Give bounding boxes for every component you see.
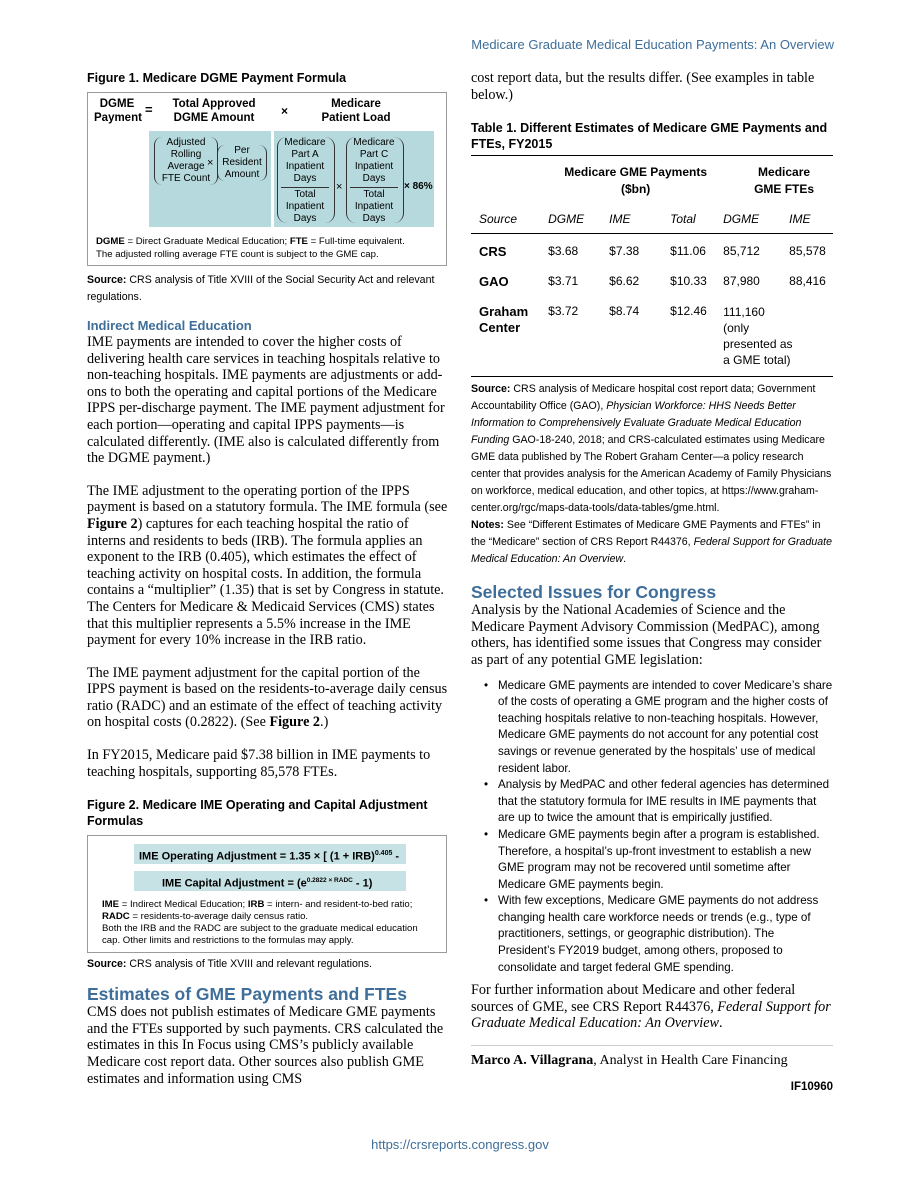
fig2-operating-formula: IME Operating Adjustment = 1.35 × [ (1 + IRB)$^{0.405}$ - <box>134 844 406 864</box>
fig1-legend-line1: DGME = Direct Graduate Medical Education; FTE = Full-time equivalent. <box>96 236 405 247</box>
ime-paragraph-3: The IME payment adjustment for the capital portion of the IPPS payment is based on the residents-to-average daily census ratio (RADC) and an estimate of the effect of teaching activity on hospital costs (0.2822). (See Figure 2.) <box>87 664 448 731</box>
ime-paragraph-1: IME payments are intended to cover the higher costs of delivering health care services in teaching hospitals relative to non-teaching hospitals. IME payments are adjustments or add-ons to both the operating and capital portions of the Medicare IPPS per-discharge payment. The IME payment adjustment for each portion—operating and capital IPPS payments—is calculated differently. (IME also is calculated differently from the DGME payment.) <box>87 334 445 467</box>
table1-group-ftes: Medicare GME FTEs <box>754 165 815 197</box>
fig1-part-a-inpatient: Medicare Part A Inpatient Days <box>284 137 326 184</box>
right-column <box>471 70 833 1093</box>
ime-heading: Indirect Medical Education <box>87 318 252 333</box>
fig1-plus-sign: × <box>336 181 343 193</box>
list-item: • Analysis by MedPAC and other federal agencies has determined that the statutory formula for IME results in IME payments that are up to twice the amount that is empirically justified. <box>471 777 833 827</box>
table1-col-source: Source <box>479 212 518 227</box>
fig1-total-approved: Total Approved DGME Amount <box>172 98 256 124</box>
table1-col-ime: IME <box>609 212 631 227</box>
estimates-heading: Estimates of GME Payments and FTEs <box>87 984 407 1005</box>
fig1-per-resident: Per Resident Amount <box>217 145 267 181</box>
ime-paragraph-4: In FY2015, Medicare paid $7.38 billion in IME payments to teaching hospitals, supporting 85,578 FTEs. <box>87 747 431 780</box>
ime-paragraph-2: The IME adjustment to the operating portion of the IPPS payment is based on a statutory formula. The IME formula (see Figure 2) captures for each teaching hospital the ratio of interns and residents to beds (IRB). The formula applies an exponent to the IRB (0.405), which estimates the effect of teaching activity on hospital costs. In addition, the formula contains a “multiplier” (1.35) that is set by Congress in statute. The Centers for Medicare & Medicaid Services (CMS) states that this multiplier represents a 5.5% increase in the IME payment for every 10% increase in the IRB ratio. <box>87 482 448 649</box>
list-item: • Medicare GME payments are intended to cover Medicare’s share of the costs of operating a GME program and the higher costs of teaching hospitals relative to non-teaching hospitals. However, Medicare GME payments do not account for any potential cost savings or revenue generated by the hospitals’ use of medical resident labor. <box>471 678 833 778</box>
report-id: IF10960 <box>790 1081 833 1094</box>
fig1-adjusted-rolling: Adjusted Rolling Average FTE Count <box>154 137 218 185</box>
fig1-medicare-patient-load: Medicare Patient Load <box>321 98 391 124</box>
author-line: Marco A. Villagrana, Analyst in Health Care Financing <box>471 1053 788 1069</box>
table1-source: Source: CRS analysis of Medicare hospital cost report data; Government Accountability Office (GAO), Physician Workforce: HHS Needs Better Information to Comprehensively Evaluate Graduate Medical Education Funding GAO-18-240, 2018; and CRS-calculated estimates using Medicare GME data published by The Robert Graham Center—a policy research center that provides analysis for the American Academy of Family Physicians on workforce, medical education, and other topics, at https://www.graham-center.org/rgc/maps-data-tools/data-tables/gme.html. <box>471 383 832 515</box>
table1-col-dgme: DGME <box>548 212 585 227</box>
table1-group-header <box>471 156 833 199</box>
figure1-diagram <box>87 92 447 266</box>
table1-group-payments: Medicare GME Payments ($bn) <box>564 165 707 197</box>
author-divider <box>471 1045 833 1046</box>
issues-list <box>471 678 833 977</box>
fig1-legend <box>96 236 441 261</box>
table1-notes: Notes: See “Different Estimates of Medicare GME Payments and FTEs” in the “Medicare” section of CRS Report R44376, Federal Support for Graduate Medical Education: An Overview. <box>471 519 832 566</box>
table1-col-total: Total <box>670 212 696 227</box>
fig2-legend-line3: Both the IRB and the RADC are subject to the graduate medical education cap. Other limits and restrictions to the formulas may apply. <box>102 923 418 947</box>
fig1-bracket-a <box>277 137 335 223</box>
table1 <box>471 155 833 377</box>
figure2-diagram <box>87 835 447 953</box>
fig1-legend-line2: The adjusted rolling average FTE count is subject to the GME cap. <box>96 248 379 260</box>
table-row: GAO $3.71 $6.62 $10.33 87,980 88,416 <box>479 274 826 290</box>
table1-column-header <box>471 198 833 234</box>
table1-col-fte-dgme: DGME <box>723 212 760 227</box>
table1-col-fte-ime: IME <box>789 212 811 227</box>
fig1-times-main: × <box>281 104 289 118</box>
running-header: Medicare Graduate Medical Education Payments: An Overview <box>471 37 834 52</box>
estimates-paragraph-continued: cost report data, but the results differ. (See examples in table below.) <box>471 70 815 103</box>
fig1-times-86: × 86% <box>404 181 433 192</box>
fig1-bracket-c <box>346 137 404 223</box>
footer-url[interactable]: https://crsreports.congress.gov <box>371 1137 549 1152</box>
issues-heading: Selected Issues for Congress <box>471 582 717 603</box>
figure1-source: Source: CRS analysis of Title XVIII of the Social Security Act and relevant regulations. <box>87 274 435 303</box>
table-row: Graham Center $3.72 $8.74 $12.46 111,160 (only presented as a GME total) <box>471 297 833 377</box>
fig1-equals: = <box>145 102 153 117</box>
fig1-part-c-total: Total Inpatient Days <box>354 189 394 224</box>
estimates-paragraph: CMS does not publish estimates of Medicare GME payments and the FTEs supported by such payments. CRS calculated the estimates in this In Focus using CMS’s publicly available Medicare cost report data. Other sources also publish GME estimates and information using CMS <box>87 1004 444 1087</box>
fig1-times-inner: × <box>207 157 214 169</box>
list-item: • Medicare GME payments begin after a program is established. Therefore, a hospital’s up-front investment to establish a new GME program may not be recovered until sometime after Medicare GME payments begin. <box>471 827 833 893</box>
fig2-legend-line2: RADC = residents-to-average daily census ratio. <box>102 911 309 923</box>
figure2-title: Figure 2. Medicare IME Operating and Capital Adjustment Formulas <box>87 798 428 829</box>
fig2-capital-formula: IME Capital Adjustment = $(e^{0.2822 \times RADC} - 1)$ <box>134 871 406 891</box>
fig1-part-a-total: Total Inpatient Days <box>285 189 325 224</box>
further-info-paragraph: For further information about Medicare and other federal sources of GME, see CRS Report R44376, Federal Support for Graduate Medical Education: An Overview. <box>471 982 831 1032</box>
issues-paragraph: Analysis by the National Academies of Science and the Medicare Payment Advisory Commission (MedPAC), among others, has identified some issues that Congress may consider as part of any potential GME legislation: <box>471 602 822 668</box>
list-item: • With few exceptions, Medicare GME payments do not address changing health care workforce needs or trends (e.g., type of practitioners, settings, or geographic distribution). The President’s FY2019 budget, among others, proposed to consolidate and target federal GME spending. <box>471 893 833 976</box>
fig2-legend-line1: IME = Indirect Medical Education; IRB = intern- and resident-to-bed ratio; <box>102 899 413 911</box>
fig2-legend <box>102 899 438 947</box>
fig1-part-c-inpatient: Medicare Part C Inpatient Days <box>353 137 395 184</box>
figure2-source: Source: CRS analysis of Title XVIII and relevant regulations. <box>87 958 372 971</box>
table1-title: Table 1. Different Estimates of Medicare GME Payments and FTEs, FY2015 <box>471 121 828 152</box>
left-column <box>87 70 449 1087</box>
figure1-title: Figure 1. Medicare DGME Payment Formula <box>87 71 347 85</box>
fig1-dgme-payment: DGME Payment <box>94 98 142 124</box>
table-row: CRS $3.68 $7.38 $11.06 85,712 85,578 <box>471 234 833 268</box>
